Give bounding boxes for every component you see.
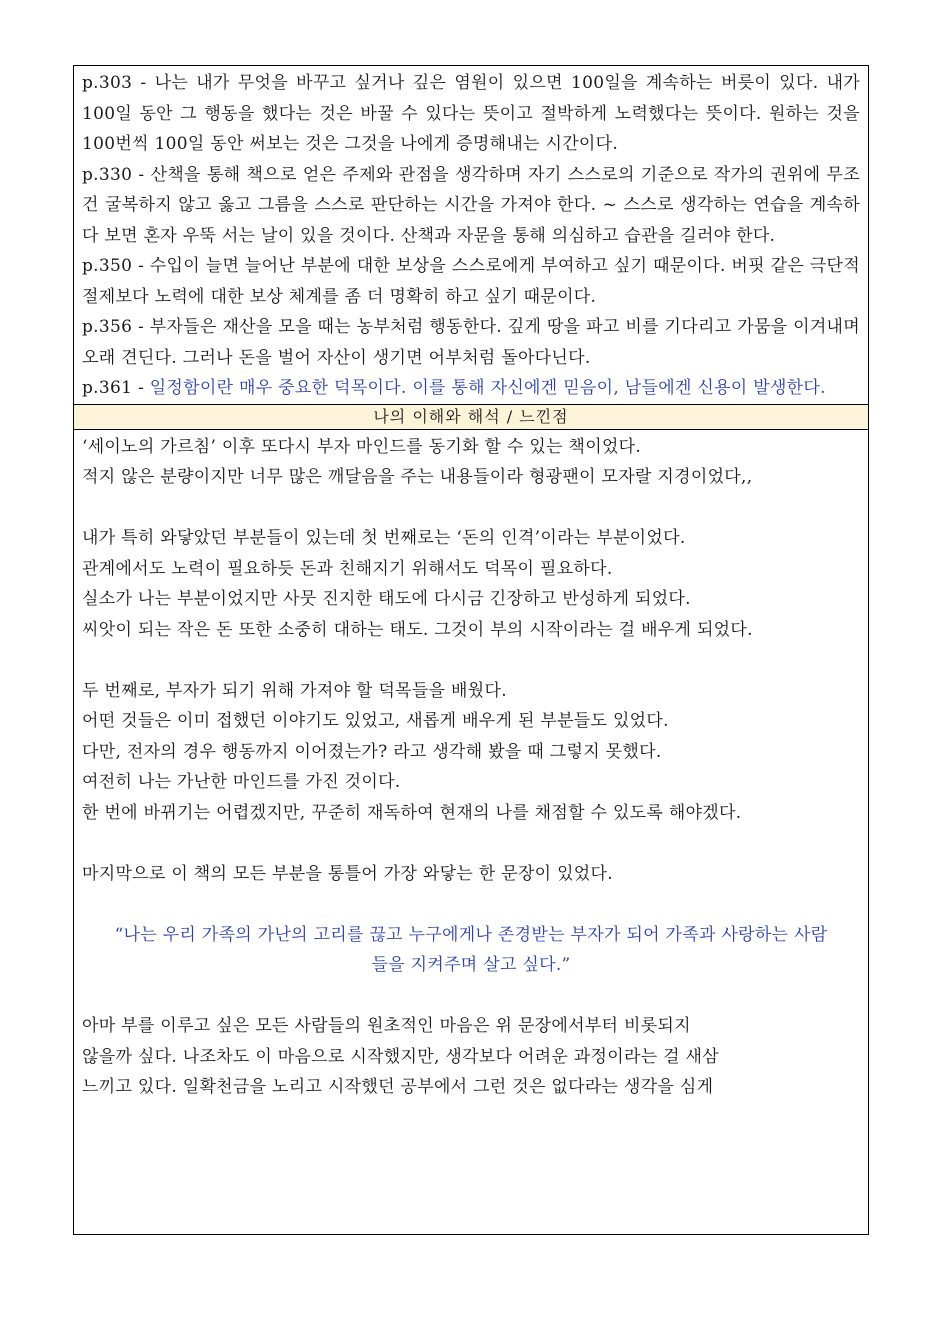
closing-line: 않을까 싶다. 나조차도 이 마음으로 시작했지만, 생각보다 어려운 과정이라는 걸 새삼 — [82, 1046, 719, 1067]
quote-text: 나는 내가 무엇을 바꾸고 싶거나 깊은 염원이 있으면 100일을 계속하는 버릇이 있다. 내가 100일 동안 그 행동을 했다는 것은 바꿀 수 있다는 뜻이고 절박하게 노력했다는 뜻이다. 원하는 것을 100번씩 100일 동안 써보는 것은 그것을 나에게 증명해내는 시간이다. — [82, 73, 861, 154]
quote-page-label: p.350 - — [82, 256, 150, 276]
quote-text: 부자들은 재산을 모을 때는 농부처럼 행동한다. 깊게 땅을 파고 비를 기다리고 가뭄을 이겨내며 오래 견딘다. 그러나 돈을 벌어 자산이 생기면 어부처럼 돌아다닌다. — [82, 317, 860, 368]
quote-p330 — [82, 160, 860, 252]
quote-text: 수입이 늘면 늘어난 부분에 대한 보상을 스스로에게 부여하고 싶기 때문이다. 버핏 같은 극단적 절제보다 노력에 대한 보상 체계를 좀 더 명확히 하고 싶기 때문이다. — [82, 256, 860, 307]
quote-text-highlight: 일정함이란 매우 중요한 덕목이다. 이를 통해 자신에겐 믿음이, 남들에겐 신용이 발생한다. — [149, 378, 826, 398]
first-point-line: 실소가 나는 부분이었지만 사뭇 진지한 태도에 다시금 긴장하고 반성하게 되었다. — [82, 589, 691, 609]
blank-line — [82, 645, 860, 676]
quote-page-label: p.330 - — [82, 164, 151, 185]
quote-p356 — [82, 312, 860, 373]
quote-p361 — [82, 373, 860, 404]
quotes-section — [74, 66, 868, 404]
blank-line — [82, 981, 860, 1012]
quote-page-label: p.361 - — [82, 378, 150, 398]
intro-line: ‘세이노의 가르침’ 이후 또다시 부자 마인드를 동기화 할 수 있는 책이었다. — [82, 436, 642, 457]
closing-line: 느끼고 있다. 일확천금을 노리고 시작했던 공부에서 그런 것은 없다라는 생각을 심게 — [82, 1077, 714, 1097]
blank-line — [82, 889, 860, 920]
blank-line — [82, 828, 860, 859]
closing-line: 아마 부를 이루고 싶은 모든 사람들의 원초적인 마음은 위 문장에서부터 비롯되지 — [82, 1016, 691, 1036]
reflection-section — [74, 430, 868, 1103]
section-header: 나의 이해와 해석 / 느낀점 — [74, 404, 868, 430]
first-point-line: 관계에서도 노력이 필요하듯 돈과 친해지기 위해서도 덕목이 필요하다. — [82, 558, 613, 579]
highlight-quote: “나는 우리 가족의 가난의 고리를 끊고 누구에게나 존경받는 부자가 되어 가족과 사랑하는 사람들을 지켜주며 살고 싶다.” — [114, 924, 828, 975]
quote-page-label: p.356 - — [82, 317, 150, 337]
quote-page-label: p.303 - — [82, 73, 155, 93]
last-point-intro: 마지막으로 이 책의 모든 부분을 통틀어 가장 와닿는 한 문장이 있었다. — [82, 863, 613, 884]
quote-p350 — [82, 251, 860, 312]
second-point-line: 여전히 나는 가난한 마인드를 가진 것이다. — [82, 772, 401, 792]
second-point-line: 두 번째로, 부자가 되기 위해 가져야 할 덕목들을 배웠다. — [82, 680, 507, 701]
quote-text: 산책을 통해 책으로 얻은 주제와 관점을 생각하며 자기 스스로의 기준으로 작가의 권위에 무조건 굴복하지 않고 옳고 그름을 스스로 판단하는 시간을 가져야 한다. ~ 스스로 생각하는 연습을 계속하다 보면 혼자 우뚝 서는 날이 있을 것이다. 산책과 자문을 통해 의심하고 습관을 길러야 한다. — [82, 164, 860, 246]
first-point-line: 씨앗이 되는 작은 돈 또한 소중히 대하는 태도. 그것이 부의 시작이라는 걸 배우게 되었다. — [82, 619, 753, 640]
intro-line: 적지 않은 분량이지만 너무 많은 깨달음을 주는 내용들이라 형광팬이 모자랄 지경이었다,, — [82, 467, 753, 487]
document-frame — [73, 65, 869, 1235]
first-point-line: 내가 특히 와닿았던 부분들이 있는데 첫 번째로는 ‘돈의 인격’이라는 부분이었다. — [82, 528, 686, 548]
second-point-line: 한 번에 바뀌기는 어렵겠지만, 꾸준히 재독하여 현재의 나를 채점할 수 있도록 해야겠다. — [82, 802, 742, 823]
blank-line — [82, 493, 860, 524]
quote-p303 — [82, 68, 860, 160]
second-point-line: 다만, 전자의 경우 행동까지 이어졌는가? 라고 생각해 봤을 때 그렇지 못했다. — [82, 741, 662, 762]
second-point-line: 어떤 것들은 이미 접했던 이야기도 있었고, 새롭게 배우게 된 부분들도 있었다. — [82, 711, 669, 731]
